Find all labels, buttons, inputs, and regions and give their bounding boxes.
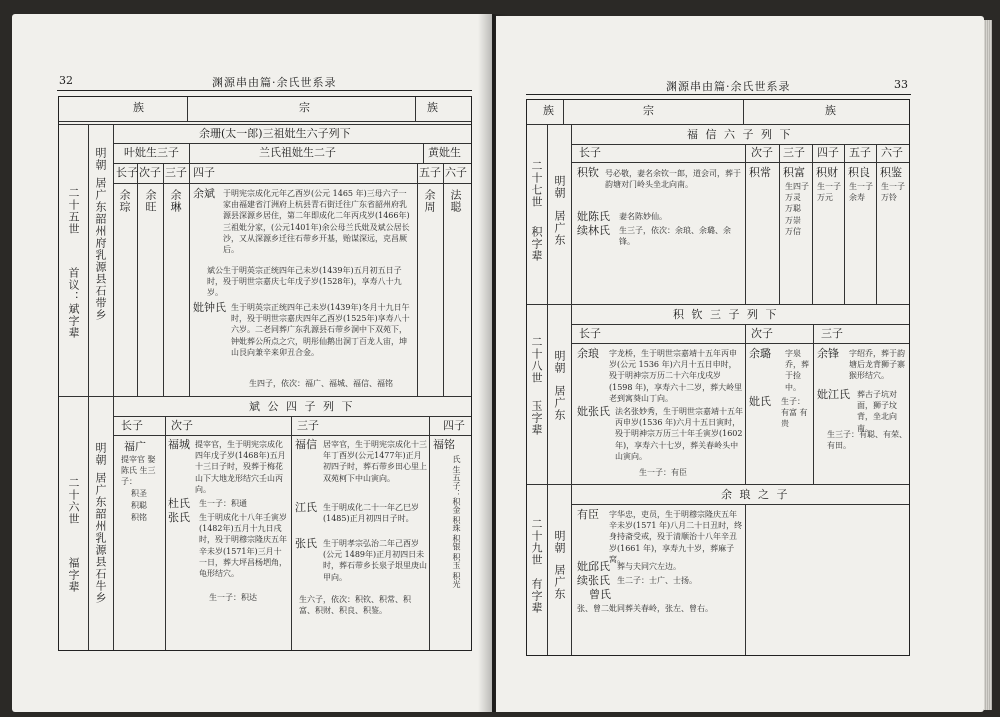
wife-name: 妣邱氏 [577,560,610,573]
generation-note: 积字辈 [530,226,543,262]
generation-note: 首议：斌字辈 [67,267,80,339]
biography-text: 提宰官 娶陈氏 生三子： [121,455,156,487]
son-label: 三子 [165,166,187,179]
biography-text: 法名张妙秀，生于明世宗嘉靖十五年丙申岁(1536 年)六月十五日寅时，殁于明神宗万历三十年壬寅岁(1602 年)，享寿六十七岁，葬关春岭头中山寅向。 [615,407,743,461]
son-name: 余璐 [749,347,771,360]
children-text: 生子：有富 有贵 [781,397,808,429]
table-header-zong: 宗 [643,104,654,117]
son-label: 长子 [116,166,138,179]
mother-label-lan: 兰氏祖妣生二子 [259,146,336,159]
biography-text: 张、曾二妣同葬关春岭，张左、曾右。 [577,604,713,613]
son-name: 余周 [423,189,436,213]
children-text: 生一子 万元 [817,182,841,203]
generation-label: 二十七世 [530,160,543,208]
table-header-zu-2: 族 [427,101,438,114]
son-name: 积钦 [577,166,599,179]
table-header-zu: 族 [133,101,144,114]
wife-name: 妣氏 [749,395,771,408]
wife-name: 妣陈氏 [577,210,610,223]
biography-text: 葬古子坑对面，狮子坟背，坐北向南。 [857,390,897,433]
children-text: 生一子 万铃 [881,182,905,203]
son-name: 积富 [783,166,805,179]
generation-label: 二十八世 [530,336,543,384]
wife-name: 妣钟氏 [193,301,226,314]
children-text: 生三子：有聪、有荣、有田。 [827,430,907,451]
wife-name: 杜氏 [168,497,190,510]
generation-note: 玉字辈 [530,400,543,436]
generation-note: 有字辈 [530,578,543,614]
son-name: 法聪 [449,189,462,213]
residence-label: 居广东 [553,564,566,600]
son-label: 次子 [751,327,773,340]
page-number-left: 32 [59,74,73,87]
mother-label-huang: 黄妣生 [428,146,461,159]
son-name: 余琅 [577,347,599,360]
biography-text: 葬与夫同穴左边。 [617,562,681,571]
son-name: 余锋 [817,347,839,360]
son-label: 六子 [881,146,903,159]
son-label: 五子 [419,166,441,179]
biography-text: 字龙桥，生于明世宗嘉靖十五年丙申岁(公元 1536 年)六月十五日申时，殁于明神宗万历二十六年戊戌岁(1598 年)，享寿六十二岁，葬大岭里老到寓葵山丁向。 [609,349,743,403]
children-text: 生三子，依次：余琅、余璐、余锋。 [619,226,731,247]
son-name: 福信 [295,438,317,451]
son-label: 长子 [579,146,601,159]
residence-label: 居广东 [553,385,566,421]
children-text: 生一子：有臣 [639,468,687,477]
wife-name: 妣江氏 [817,388,850,401]
generation-label: 二十五世 [67,187,80,235]
wife-name: 张氏 [168,511,190,524]
biography-text: 字绍乔，葬于韵塘后龙背狮子寨猴形结穴。 [849,349,905,381]
page-number-right: 33 [894,78,908,91]
son-label: 六子 [445,166,467,179]
biography-text: 氏 生五子：积金 积珠 积银 积玉 积光 [452,455,461,588]
biography-text: 居宰官，生于明宪宗成化十三年丁酉岁(公元1477年)正月初四子时，葬石带乡田心里上双苑柯下中山寅向。 [323,440,427,483]
children-text: 生一子：积通 [199,499,247,508]
section-banner: 余 琅 之 子 [721,488,790,501]
wife-name: 江氏 [295,501,317,514]
son-label: 长子 [579,327,601,340]
wife-name: 曾氏 [589,588,611,601]
section-banner: 余珊(太一郎)三祖妣生六子列下 [199,127,351,140]
table-header-zong: 宗 [299,101,310,114]
children-text: 生六子，依次：积钦、积常、积富、积财、积良、积鉴。 [299,595,411,616]
table-header-zu: 族 [543,104,554,117]
residence-label: 居广东 [553,210,566,246]
son-label: 三子 [297,419,319,432]
children-text: 生二子：士广、士扬。 [617,576,697,585]
son-name: 余琮 [118,189,131,213]
children-text: 生一子：积达 [209,593,257,602]
son-label: 次子 [751,146,773,159]
section-banner: 积 钦 三 子 列 下 [673,308,779,321]
son-label: 三子 [783,146,805,159]
wife-name: 妣张氏 [577,405,610,418]
son-name: 积良 [848,166,870,179]
children-text: 生四子 万灵 万聪 万崇 万信 [785,182,809,236]
residence-label: 居广东韶州府乳源县石带乡 [94,177,107,321]
right-page [496,16,984,712]
biography-text: 字泉乔，葬于捡中。 [785,349,809,392]
biography-text: 妻名陈妙仙。 [619,212,667,221]
biography-text: 生于明成化二十一年乙巳岁(1485)正月初四日子时。 [323,503,419,524]
son-label: 四子 [193,166,215,179]
generation-label: 二十六世 [67,477,80,525]
wife-name: 续林氏 [577,224,610,237]
running-title-left: 渊源串由篇·余氏世系录 [212,76,337,89]
children-text: 生四子，依次：福广、福城、福信、福铭 [249,379,393,388]
generation-note: 福字辈 [67,557,80,593]
genealogy-table-left [58,96,472,651]
wife-name: 张氏 [295,537,317,550]
son-label: 次子 [139,166,161,179]
son-name: 积常 [749,166,771,179]
header-rule-left [57,90,472,91]
biography-text: 于明宪宗成化元年乙酉岁(公元 1465 年)三母六子一家由福建省汀洲府上杭县青石街迁往广东省韶州府乳源县深源乡居住，第二年即成化二年丙戌岁(1466年)三祖妣分家，(公元1401年)余公母兰氏妣及斌公居长沙，又从深源乡迁往石带乡开基，贻谋深远，克昌厥后。 [223,189,410,255]
child-name: 积圣 [131,489,147,498]
biography-text: 号必敬，妻名余钦一郎，道会司，葬于韵塘对门岭头坐北向南。 [605,169,741,190]
header-rule-right [526,94,911,95]
table-header-zu-2: 族 [825,104,836,117]
son-label: 五子 [849,146,871,159]
son-label: 长子 [121,419,143,432]
son-label: 四子 [443,419,465,432]
child-name: 积聪 [131,501,147,510]
son-label: 次子 [171,419,193,432]
dynasty-label: 明朝 [94,147,107,171]
biography-text: 生于明英宗正统四年己未岁(1439年)冬月十九日午时，殁于明世宗嘉庆四年乙酉岁(1525年)享寿八十六岁。二老同葬广东乳源县石带乡洞中下双苑下，钟妣葬公所点之穴，明彤仙鹅出洞丁百龙人宙，坤山艮向兼辛来卯丑合金。 [231,303,410,357]
biography-text: 字华忠，吏员，生于明穆宗隆庆五年辛未岁(1571 年)八月二十日丑时，终身持斋受戒，殁于清顺治十八年辛丑岁(1661 年)，享寿九十岁，葬麻子窝。 [609,510,743,564]
left-page [12,14,492,712]
dynasty-label: 明朝 [94,442,107,466]
son-name: 积鉴 [880,166,902,179]
wife-name: 续张氏 [577,574,610,587]
son-name: 积财 [816,166,838,179]
biography-text: 生于明成化十八年壬寅岁(1482年)五月十九日戌时，殁于明穆宗隆庆五年辛未岁(1571年)三月十一日，葬大坪昌杨垇角，龟形结穴。 [199,513,287,579]
dynasty-label: 明朝 [553,175,566,199]
child-name: 积铭 [131,513,147,522]
son-label: 三子 [821,327,843,340]
biography-text: 提宰官，生于明宪宗成化四年戊子岁(1468年)五月十三日子时，殁葬于梅花山下大地龙形结穴壬山丙向。 [195,440,286,494]
son-name: 福广 [124,440,146,453]
section-banner: 福 信 六 子 列 下 [687,128,793,141]
dynasty-label: 明朝 [553,530,566,554]
son-label: 四子 [817,146,839,159]
biography-text: 生于明孝宗弘治二年己酉岁(公元 1489年)正月初四日未时，葬石带乡长泉子垠里庚山甲向。 [323,539,427,582]
book-page-edges [984,20,992,710]
generation-label: 二十九世 [530,518,543,566]
children-text: 生一子 余寿 [849,182,873,203]
son-name: 福城 [168,438,190,451]
genealogy-table-right [526,99,910,656]
son-name: 余琳 [169,189,182,213]
son-name: 有臣 [577,508,599,521]
biography-text: 斌公生于明英宗正统四年己未岁(1439年)五月初五日子时，殁于明世宗嘉庆七年戊子岁(1528年)，享寿八十九岁。 [207,266,402,298]
son-name: 余旺 [144,189,157,213]
residence-label: 居广东韶州乳源县石牛乡 [94,472,107,604]
son-name: 福铭 [433,438,455,451]
mother-label-ye: 叶妣生三子 [124,146,179,159]
dynasty-label: 明朝 [553,350,566,374]
section-banner: 斌 公 四 子 列 下 [249,400,355,413]
running-title-right: 渊源串由篇·余氏世系录 [666,80,791,93]
son-name: 余斌 [193,187,215,200]
